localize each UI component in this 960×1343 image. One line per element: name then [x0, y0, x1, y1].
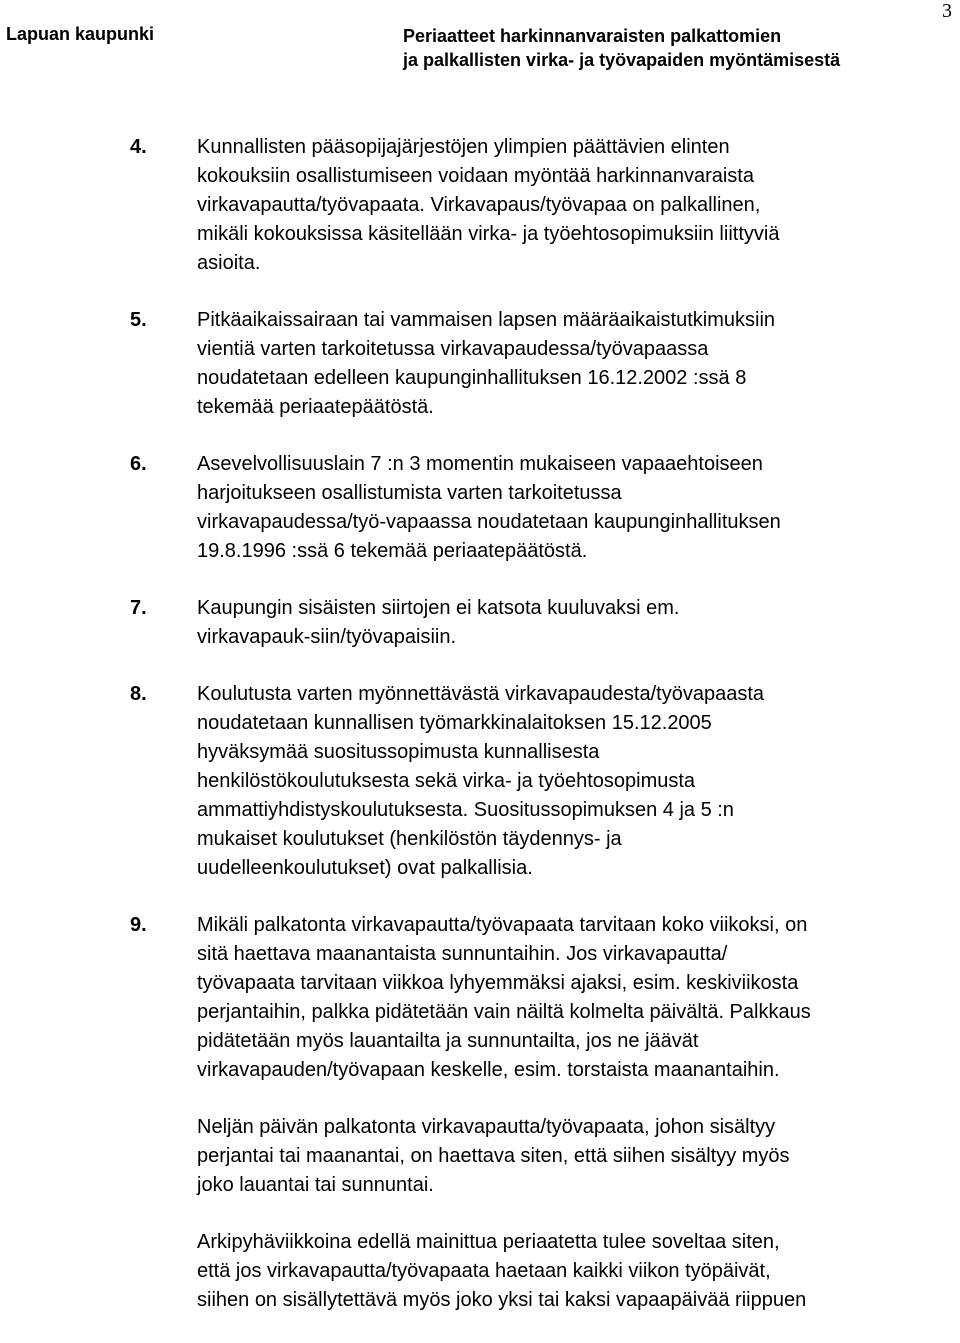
list-item — [0, 594, 960, 652]
header-document-title — [403, 24, 840, 72]
list-item — [0, 911, 960, 1085]
text-line: uudelleenkoulutukset) ovat palkallisia. — [197, 857, 533, 879]
page-number: 3 — [942, 0, 952, 22]
text-line: sitä haettava maanantaista sunnuntaihin. Jos virkavapautta/ — [197, 943, 728, 965]
text-line: työvapaata tarvitaan viikkoa lyhyemmäksi ajaksi, esim. keskiviikosta — [197, 972, 799, 994]
list-item-text — [197, 680, 957, 883]
list-item-number: 7. — [130, 597, 147, 619]
text-line: Mikäli palkatonta virkavapautta/työvapaata tarvitaan koko viikoksi, on — [197, 914, 808, 936]
text-line: ammattiyhdistyskoulutuksesta. Suositussopimuksen 4 ja 5 :n — [197, 799, 734, 821]
text-line: kokouksiin osallistumiseen voidaan myöntää harkinnanvaraista — [197, 165, 754, 187]
list-item — [0, 680, 960, 883]
text-line: perjantaihin, palkka pidätetään vain näiltä kolmelta päivältä. Palkkaus — [197, 1001, 811, 1023]
body-paragraph — [197, 1113, 957, 1200]
text-line: henkilöstökoulutuksesta sekä virka- ja työehtosopimusta — [197, 770, 696, 792]
text-line: asioita. — [197, 252, 261, 274]
text-line: noudatetaan kunnallisen työmarkkinalaitoksen 15.12.2005 — [197, 712, 712, 734]
text-line: 19.8.1996 :ssä 6 tekemää periaatepäätöstä. — [197, 540, 588, 562]
text-line: Asevelvollisuuslain 7 :n 3 momentin mukaiseen vapaaehtoiseen — [197, 453, 763, 475]
text-line: Neljän päivän palkatonta virkavapautta/työvapaata, johon sisältyy — [197, 1116, 776, 1138]
text-line: joko lauantai tai sunnuntai. — [197, 1174, 434, 1196]
text-line: Arkipyhäviikkoina edellä mainittua periaatetta tulee soveltaa siten, — [197, 1231, 780, 1253]
list-item-text — [197, 911, 957, 1085]
list-item-number: 8. — [130, 683, 147, 705]
text-line: että jos virkavapautta/työvapaata haetaan kaikki viikon työpäivät, — [197, 1260, 771, 1282]
body-paragraph — [197, 1228, 957, 1315]
text-line: virkavapauk-siin/työvapaisiin. — [197, 626, 457, 648]
list-item — [0, 450, 960, 566]
header-title-line-2: ja palkallisten virka- ja työvapaiden myöntämisestä — [403, 50, 841, 70]
list-item-number: 4. — [130, 136, 147, 158]
list-item-number: 9. — [130, 914, 147, 936]
document-body — [0, 133, 960, 1343]
text-line: mikäli kokouksissa käsitellään virka- ja työehtosopimuksiin liittyviä — [197, 223, 780, 245]
text-line: noudatetaan edelleen kaupunginhallituksen 16.12.2002 :ssä 8 — [197, 367, 747, 389]
text-line: virkavapauden/työvapaan keskelle, esim. torstaista maanantaihin. — [197, 1059, 780, 1081]
page-header — [0, 0, 960, 80]
list-item — [0, 306, 960, 422]
text-line: Kunnallisten pääsopijajärjestöjen ylimpien päättävien elinten — [197, 136, 730, 158]
list-item-number: 6. — [130, 453, 147, 475]
text-line: hyväksymää suositussopimusta kunnallisesta — [197, 741, 600, 763]
text-line: virkavapautta/työvapaata. Virkavapaus/työvapaa on palkallinen, — [197, 194, 761, 216]
list-item-text — [197, 450, 957, 566]
text-line: Koulutusta varten myönnettävästä virkavapaudesta/työvapaasta — [197, 683, 765, 705]
text-line: Kaupungin sisäisten siirtojen ei katsota kuuluvaksi em. — [197, 597, 680, 619]
text-line: perjantai tai maanantai, on haettava siten, että siihen sisältyy myös — [197, 1145, 790, 1167]
header-organization: Lapuan kaupunki — [6, 24, 155, 44]
text-line: vientiä varten tarkoitetussa virkavapaudessa/työvapaassa — [197, 338, 709, 360]
text-line: harjoitukseen osallistumista varten tarkoitetussa — [197, 482, 622, 504]
list-item-text — [197, 306, 957, 422]
list-item-text — [197, 133, 957, 278]
header-title-line-1: Periaatteet harkinnanvaraisten palkattomien — [403, 26, 782, 46]
text-line: pidätetään myös lauantailta ja sunnuntailta, jos ne jäävät — [197, 1030, 699, 1052]
text-line: siihen on sisällytettävä myös joko yksi tai kaksi vapaapäivää riippuen — [197, 1289, 807, 1311]
list-item-number: 5. — [130, 309, 147, 331]
text-line: tekemää periaatepäätöstä. — [197, 396, 434, 418]
text-line: virkavapaudessa/työ-vapaassa noudatetaan kaupunginhallituksen — [197, 511, 781, 533]
list-item — [0, 133, 960, 278]
list-item-text — [197, 594, 957, 652]
text-line: mukaiset koulutukset (henkilöstön täydennys- ja — [197, 828, 622, 850]
text-line: Pitkäaikaissairaan tai vammaisen lapsen määräaikaistutkimuksiin — [197, 309, 776, 331]
